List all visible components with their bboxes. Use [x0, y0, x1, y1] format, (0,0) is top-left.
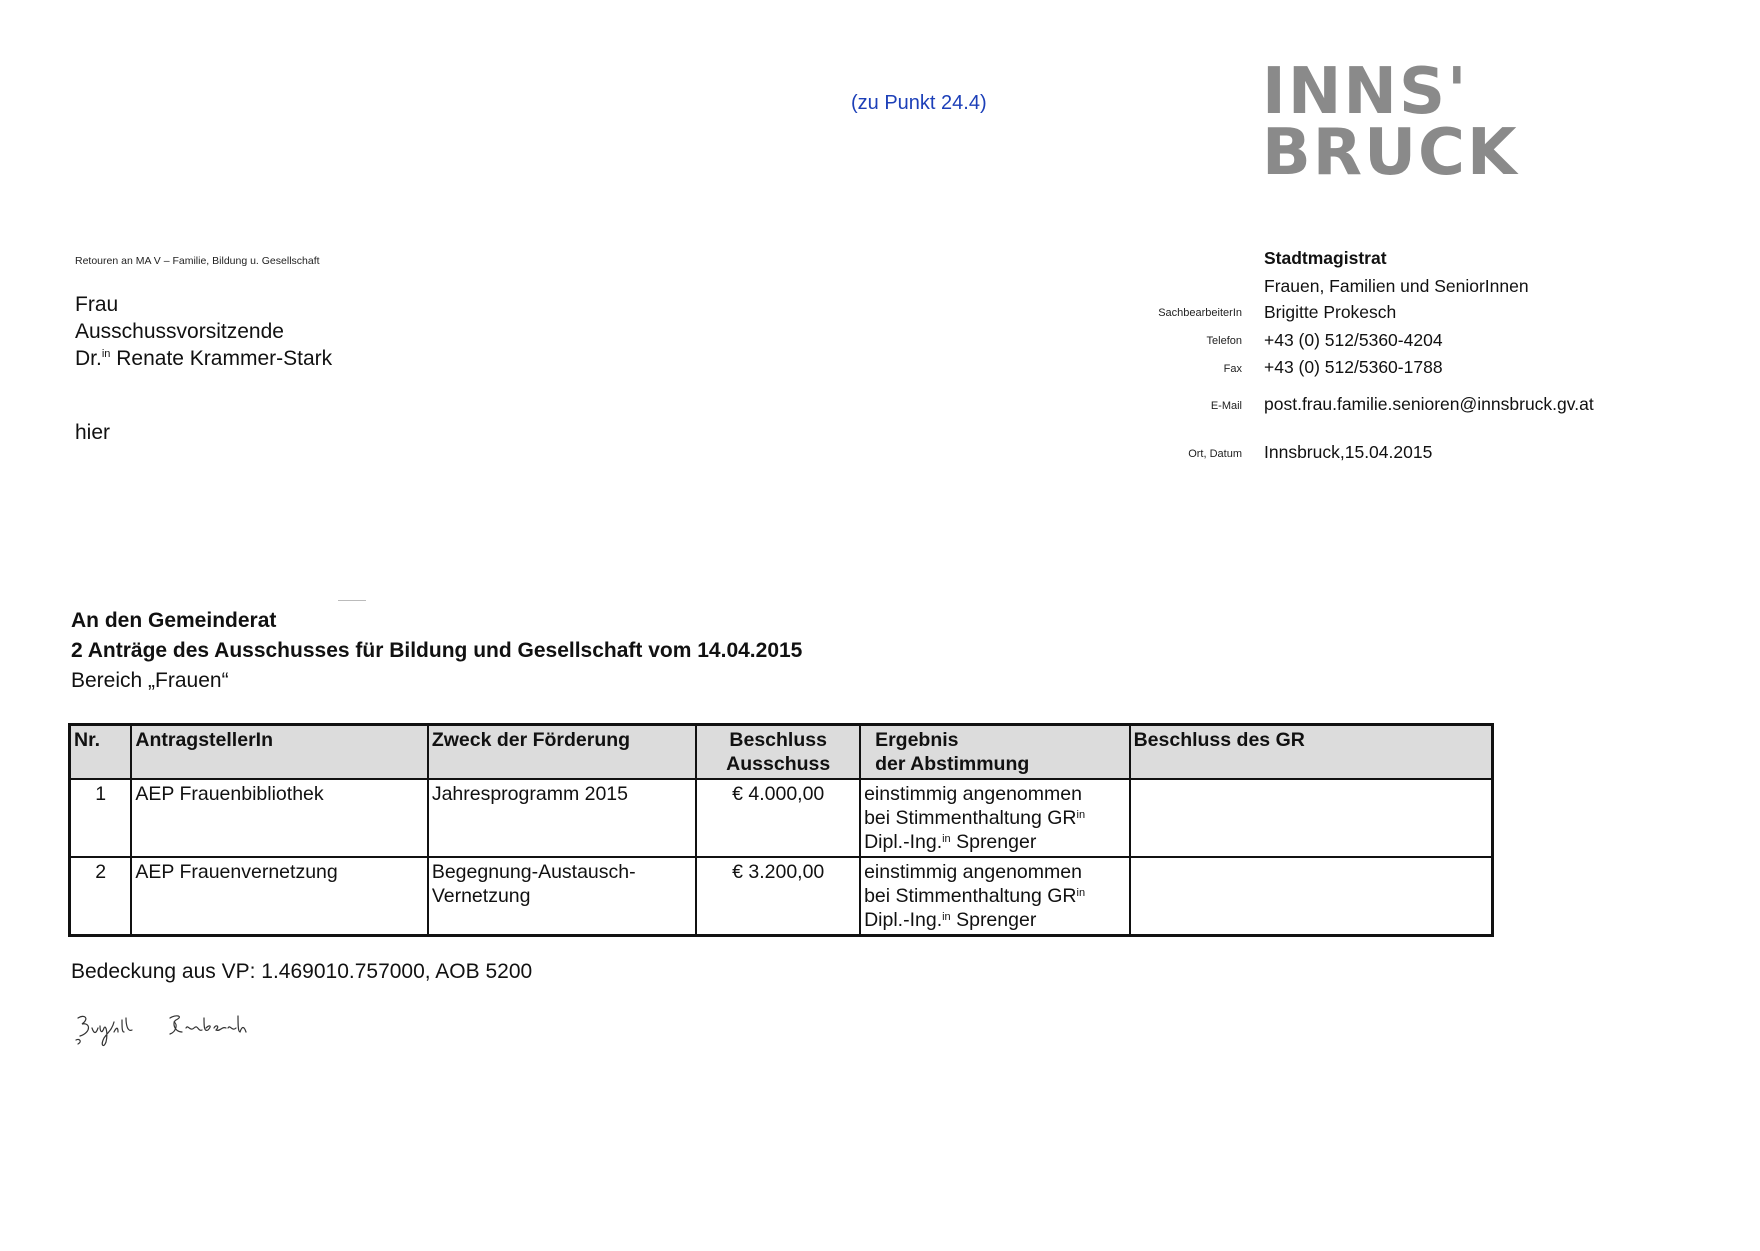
cell-amount: € 3.200,00	[696, 857, 860, 936]
agenda-reference: (zu Punkt 24.4)	[851, 92, 987, 114]
result-line2-text: bei Stimmenthaltung GR	[864, 885, 1077, 907]
funding-note: Bedeckung aus VP: 1.469010.757000, AOB 5200	[71, 960, 533, 983]
recipient-location: hier	[75, 421, 111, 444]
label-clerk: SachbearbeiterIn	[1158, 307, 1242, 319]
heading-addressee: An den Gemeinderat	[71, 609, 277, 632]
cell-gr-decision	[1130, 779, 1493, 857]
label-fax: Fax	[1223, 363, 1242, 375]
cell-nr: 1	[70, 779, 132, 857]
recipient-full-name: Renate Krammer-Stark	[110, 347, 333, 370]
label-email: E-Mail	[1210, 400, 1242, 412]
result-line3-title: Dipl.-Ing.	[864, 831, 943, 853]
recipient-name	[75, 345, 332, 372]
cell-amount: € 4.000,00	[696, 779, 860, 857]
cell-purpose	[428, 857, 697, 936]
header-result-line1: Ergebnis	[875, 729, 959, 751]
result-line3	[864, 908, 1126, 932]
header-purpose: Zweck der Förderung	[428, 725, 697, 780]
header-result	[860, 725, 1130, 780]
header-applicant: AntragstellerIn	[131, 725, 427, 780]
result-line3-name: Sprenger	[950, 909, 1037, 931]
letter-heading	[71, 606, 802, 696]
innsbruck-logo	[1262, 55, 1519, 190]
result-line2-sup: in	[1076, 809, 1086, 821]
cell-applicant: AEP Frauenvernetzung	[131, 857, 427, 936]
header-decision-line2: Ausschuss	[726, 753, 831, 775]
cell-result	[860, 779, 1130, 857]
result-line2-sup: in	[1076, 887, 1086, 899]
table-row	[70, 857, 1493, 936]
cell-purpose: Jahresprogramm 2015	[428, 779, 697, 857]
cell-result	[860, 857, 1130, 936]
value-clerk: Brigitte Prokesch	[1264, 302, 1397, 322]
sender-department: Frauen, Familien und SeniorInnen	[1264, 276, 1529, 296]
sender-office: Stadtmagistrat	[1264, 248, 1387, 268]
logo-line-1: INNS'	[1262, 55, 1469, 129]
applications-table	[68, 723, 1494, 937]
result-line3-name: Sprenger	[950, 831, 1037, 853]
label-place-date: Ort, Datum	[1188, 448, 1242, 460]
signature-image	[70, 1010, 270, 1060]
result-line1: einstimmig angenommen	[864, 783, 1082, 805]
value-fax: +43 (0) 512/5360-1788	[1264, 357, 1443, 377]
purpose-line2: Vernetzung	[431, 885, 531, 907]
divider-mark	[338, 600, 366, 601]
value-email[interactable]: post.frau.familie.senioren@innsbruck.gv.at	[1264, 394, 1594, 414]
value-phone: +43 (0) 512/5360-4204	[1264, 330, 1443, 350]
purpose-line1: Begegnung-Austausch-	[431, 861, 636, 883]
header-result-line2: der Abstimmung	[875, 753, 1030, 775]
result-line2-text: bei Stimmenthaltung GR	[864, 807, 1077, 829]
result-line3-sup: in	[942, 833, 951, 845]
cell-gr-decision	[1130, 857, 1493, 936]
table-row	[70, 779, 1493, 857]
heading-area: Bereich „Frauen“	[71, 669, 229, 692]
value-place-date: Innsbruck,15.04.2015	[1264, 442, 1433, 462]
result-line2	[864, 884, 1126, 908]
logo-line-2: BRUCK	[1262, 116, 1519, 190]
table-header-row	[70, 725, 1493, 780]
header-nr: Nr.	[70, 725, 132, 780]
recipient-salutation: Frau	[75, 293, 119, 316]
result-line2	[864, 806, 1126, 830]
recipient-title: Dr.	[75, 347, 102, 370]
recipient-title-sup: in	[101, 348, 111, 360]
header-gr-decision: Beschluss des GR	[1130, 725, 1493, 780]
result-line3-sup: in	[942, 911, 951, 923]
cell-applicant: AEP Frauenbibliothek	[131, 779, 427, 857]
header-decision-line1: Beschluss	[729, 729, 827, 751]
result-line3-title: Dipl.-Ing.	[864, 909, 943, 931]
heading-subject: 2 Anträge des Ausschusses für Bildung und Gesellschaft vom 14.04.2015	[71, 639, 803, 662]
result-line1: einstimmig angenommen	[864, 861, 1082, 883]
result-line3	[864, 830, 1126, 854]
header-decision	[696, 725, 860, 780]
return-address: Retouren an MA V – Familie, Bildung u. Gesellschaft	[75, 255, 320, 267]
recipient-address	[75, 291, 332, 372]
cell-nr: 2	[70, 857, 132, 936]
recipient-role: Ausschussvorsitzende	[75, 320, 284, 343]
label-phone: Telefon	[1206, 335, 1242, 347]
